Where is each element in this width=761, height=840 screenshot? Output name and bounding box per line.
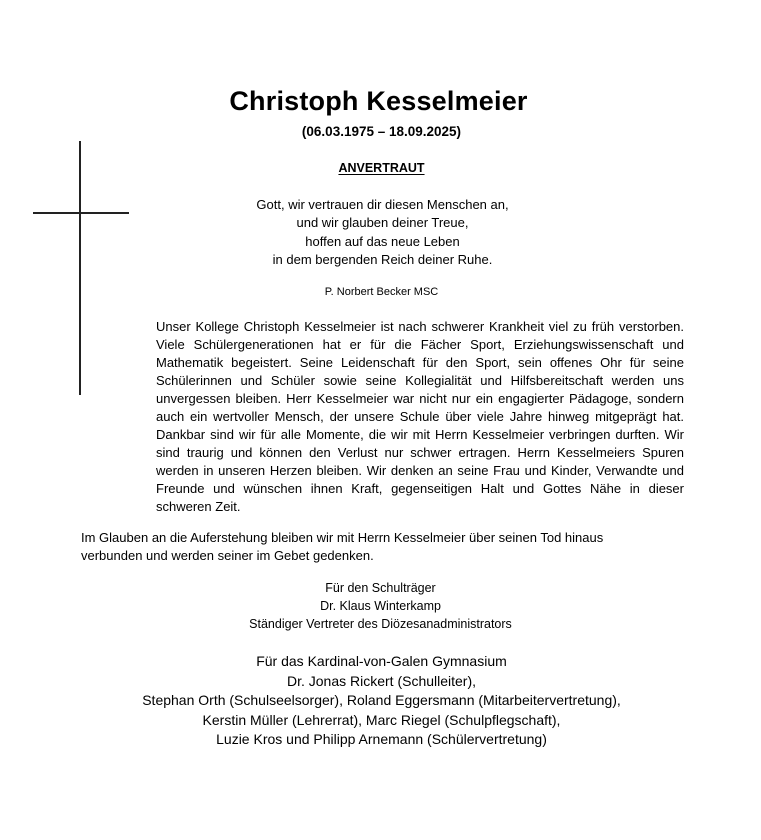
deceased-name: Christoph Kesselmeier — [229, 86, 528, 116]
signature-line: Für den Schulträger — [325, 581, 436, 595]
signature-line: Kerstin Müller (Lehrerrat), Marc Riegel (Schulpflegschaft), — [202, 711, 561, 728]
poem-line: und wir glauben deiner Treue, — [296, 215, 469, 231]
tribute-line: sind traurig und können den Verlust nur schwer ertragen. Herrn Kesselmeiers Spuren — [156, 445, 684, 460]
tribute-line: unvergessen bleiben. Herr Kesselmeier war nicht nur ein engagierter Pädagoge, sondern — [156, 391, 684, 406]
tribute-paragraph — [156, 318, 684, 516]
poem-heading-text: ANVERTRAUT — [338, 161, 425, 175]
signature-school — [1, 652, 761, 750]
signature-line: Ständiger Vertreter des Diözesanadministrators — [249, 617, 512, 631]
tribute-line: Viele Schülergenerationen hat er für die Fächer Sport, Erziehungswissenschaft und — [156, 337, 684, 352]
poem-line: Gott, wir vertrauen dir diesen Menschen an, — [256, 197, 509, 212]
life-dates: (06.03.1975 – 18.09.2025) — [301, 124, 462, 139]
tribute-line: werden in unseren Herzen bleiben. Wir denken an seine Frau und Kinder, Verwandte und — [156, 463, 684, 478]
signature-line: Dr. Klaus Winterkamp — [320, 599, 441, 613]
poem — [2, 196, 761, 269]
poem-author: P. Norbert Becker MSC — [324, 286, 439, 298]
tribute-line: Dankbar sind wir für alle Momente, die wir mit Herrn Kesselmeier verbringen durften. Wir — [156, 427, 684, 442]
signature-line: Stephan Orth (Schulseelsorger), Roland Eggersmann (Mitarbeitervertretung), — [142, 692, 621, 708]
tribute-line: auch ein wertvoller Mensch, der unsere Schule über viele Jahre hinweg mitgeprägt hat. — [156, 409, 684, 424]
tribute-line: schweren Zeit. — [156, 499, 241, 514]
poem-line: in dem bergenden Reich deiner Ruhe. — [272, 251, 493, 267]
tribute-line: Mathematik begeistert. Seine Leidenschaft für den Sport, sein offenes Ohr für seine — [156, 355, 684, 370]
closing-line: Im Glauben an die Auferstehung bleiben wir mit Herrn Kesselmeier über seinen Tod hinaus — [81, 530, 604, 545]
poem-line: hoffen auf das neue Leben — [305, 233, 460, 249]
closing-statement — [81, 529, 603, 565]
signature-line: Dr. Jonas Rickert (Schulleiter), — [286, 672, 477, 689]
signature-school-board — [0, 579, 761, 633]
poem-heading — [1, 161, 761, 175]
tribute-line: Schülerinnen und Schüler sowie seine Kollegialität und Hilfsbereitschaft werden uns — [156, 373, 684, 388]
tribute-line: Unser Kollege Christoph Kesselmeier ist nach schwerer Krankheit viel zu früh verstorben. — [156, 319, 684, 334]
signature-line: Für das Kardinal-von-Galen Gymnasium — [256, 653, 507, 669]
tribute-line: Freunde und wünschen ihnen Kraft, gegenseitigen Halt und Gottes Nähe in dieser — [156, 481, 684, 496]
closing-line: verbunden und werden seiner im Gebet gedenken. — [81, 548, 374, 563]
signature-line: Luzie Kros und Philipp Arnemann (Schülervertretung) — [216, 731, 547, 747]
